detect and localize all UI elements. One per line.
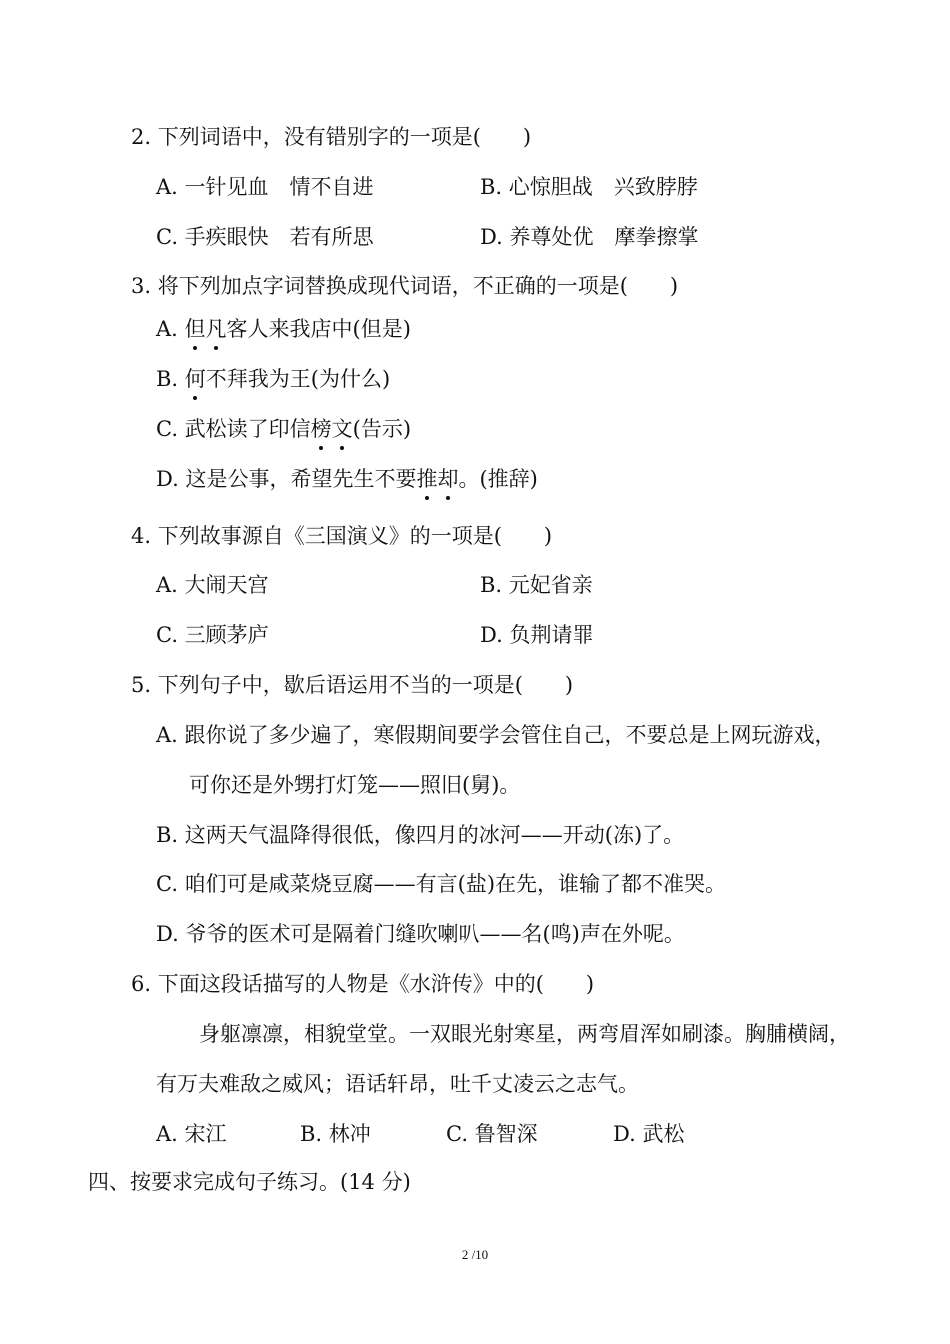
q3-b-prefix: B. bbox=[156, 367, 185, 391]
q3-option-d bbox=[156, 465, 538, 493]
q3-c-dotted-2: 文 bbox=[331, 417, 353, 441]
q5-option-a-line1: A. 跟你说了多少遍了，寒假期间要学会管住自己，不要总是上网玩游戏， bbox=[156, 723, 836, 747]
q3-option-b bbox=[156, 365, 390, 393]
q4-option-d: D. 负荆请罪 bbox=[480, 623, 594, 647]
q3-c-suffix: (告示) bbox=[352, 417, 412, 441]
q5-option-c: C. 咱们可是咸菜烧豆腐——有言(盐)在先，谁输了都不准哭。 bbox=[156, 872, 727, 896]
q5-stem: 5. 下列句子中，歇后语运用不当的一项是( ) bbox=[131, 673, 574, 697]
q3-c-dotted-1: 榜 bbox=[310, 417, 332, 441]
q3-a-dotted-1: 但 bbox=[184, 317, 206, 341]
q3-d-dotted-1: 推 bbox=[416, 467, 438, 491]
q2-option-d: D. 养尊处优 摩拳擦掌 bbox=[480, 225, 699, 249]
q4-option-c: C. 三顾茅庐 bbox=[156, 623, 269, 647]
page-number: 2 /10 bbox=[461, 1247, 489, 1262]
q5-option-b: B. 这两天气温降得很低，像四月的冰河——开动(冻)了。 bbox=[156, 823, 685, 847]
q3-option-a bbox=[156, 315, 411, 343]
q3-stem: 3. 将下列加点字词替换成现代词语，不正确的一项是( ) bbox=[131, 274, 679, 298]
q2-option-a: A. 一针见血 情不自进 bbox=[156, 175, 374, 199]
q4-option-b: B. 元妃省亲 bbox=[480, 573, 593, 597]
q4-stem: 4. 下列故事源自《三国演义》的一项是( ) bbox=[131, 524, 553, 548]
q3-d-prefix: D. 这是公事，希望先生不要 bbox=[156, 467, 417, 491]
q3-b-dotted-1: 何 bbox=[184, 367, 206, 391]
q2-option-c: C. 手疾眼快 若有所思 bbox=[156, 225, 374, 249]
q6-option-b: B. 林冲 bbox=[300, 1122, 371, 1146]
q5-option-a-line2: 可你还是外甥打灯笼——照旧(舅)。 bbox=[189, 773, 521, 797]
q3-a-suffix: 客人来我店中(但是) bbox=[226, 317, 411, 341]
section-4-heading: 四、按要求完成句子练习。(14 分) bbox=[88, 1170, 411, 1194]
q3-d-dotted-2: 却 bbox=[437, 467, 459, 491]
q3-option-c bbox=[156, 415, 411, 443]
q6-stem: 6. 下面这段话描写的人物是《水浒传》中的( ) bbox=[131, 972, 595, 996]
q6-option-a: A. 宋江 bbox=[156, 1122, 227, 1146]
q3-c-prefix: C. 武松读了印信 bbox=[156, 417, 311, 441]
q3-b-suffix: 不拜我为王(为什么) bbox=[205, 367, 391, 391]
q2-stem: 2. 下列词语中，没有错别字的一项是( ) bbox=[131, 125, 532, 149]
q6-passage-line2: 有万夫难敌之威风；语话轩昂，吐千丈凌云之志气。 bbox=[156, 1072, 639, 1096]
q2-option-b: B. 心惊胆战 兴致脖脖 bbox=[480, 175, 698, 199]
q3-a-prefix: A. bbox=[156, 317, 185, 341]
q6-passage-line1: 身躯凛凛，相貌堂堂。一双眼光射寒星，两弯眉浑如刷漆。胸脯横阔， bbox=[199, 1022, 850, 1046]
q5-option-d: D. 爷爷的医术可是隔着门缝吹喇叭——名(鸣)声在外呢。 bbox=[156, 922, 685, 946]
q3-a-dotted-2: 凡 bbox=[205, 317, 227, 341]
q6-option-d: D. 武松 bbox=[613, 1122, 685, 1146]
q3-d-suffix: 。(推辞) bbox=[458, 467, 538, 491]
q4-option-a: A. 大闹天宫 bbox=[156, 573, 269, 597]
q6-option-c: C. 鲁智深 bbox=[446, 1122, 538, 1146]
